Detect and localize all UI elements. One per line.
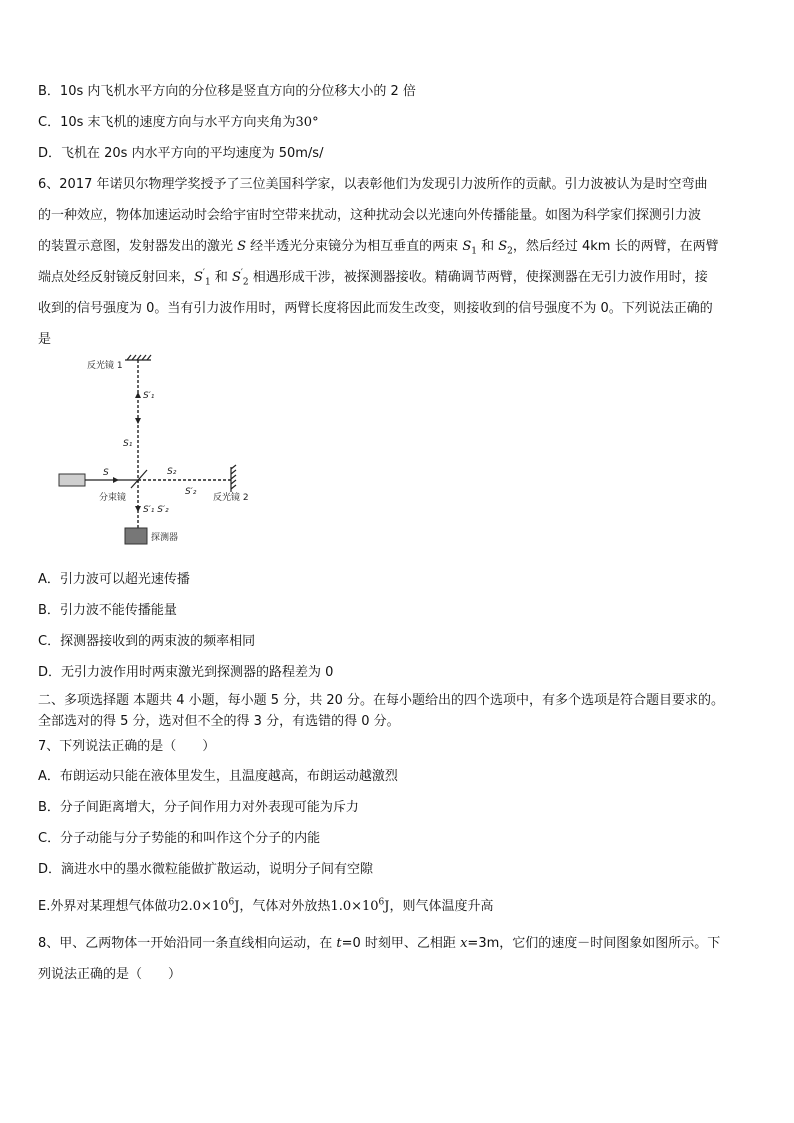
q5-option-c [38,114,758,132]
q6-l4-s1: S [194,270,203,285]
q6-l3-s1: S [462,239,472,254]
q6-l4-sup2: ′ [240,268,243,279]
q6-l3-s2: S [498,239,508,254]
q5-option-d: D．飞机在 20s 内水平方向的平均速度为 50m/s/ [38,146,324,161]
label-output: S′₁ S′₂ [143,505,169,515]
q8-stem-line-2: 列说法正确的是（ ） [38,967,182,982]
q6-l3-b: 经半透光分束镜分为相互垂直的两束 [246,239,463,254]
detector-box [125,528,147,544]
mirror-1-symbol [125,355,151,360]
arrow-input [113,477,119,483]
arrow-down [135,418,141,424]
q6-stem-line-1: 6、2017 年诺贝尔物理学奖授予了三位美国科学家，以表彰他们为发现引力波所作的贡献。引力波被认为是时空弯曲 [38,177,708,192]
q8-l1-t: t [336,936,342,951]
q8-l1-x: x [460,936,468,951]
section-2-heading: 二、多项选择题 本题共 4 小题，每小题 5 分，共 20 分。在每小题给出的四个选项中，有多个选项是符合题目要求的。 [38,693,725,708]
q5-option-b: B．10s 内飞机水平方向的分位移是竖直方向的分位移大小的 2 倍 [38,84,416,99]
q7-e-work-unit: J [234,899,240,914]
q7-e-work-exp: 6 [228,897,235,908]
splitter-label: 分束镜 [99,493,127,503]
label-s1-prime: S′₁ [143,391,155,401]
q6-l3-a: 的装置示意图，发射器发出的激光 [38,239,238,254]
interferometer-figure [55,352,295,552]
mirror-2-symbol [231,465,236,492]
q6-l3-sub1: 1 [471,246,477,257]
q6-option-b: B．引力波不能传播能量 [38,603,177,618]
q6-stem-line-5: 收到的信号强度为 0。当有引力波作用时，两臂长度将因此而发生改变，则接收到的信号强度不为 0。下列说法正确的 [38,301,713,316]
label-s2: S₂ [167,467,177,477]
q6-l3-s: S [237,239,247,254]
q7-e-heat: 1.0×10 [330,899,379,914]
q6-option-a: A．引力波可以超光速传播 [38,572,190,587]
q6-l4-sub1: 1 [204,277,211,288]
q6-stem-line-2: 的一种效应，物体加速运动时会给宇宙时空带来扰动，这种扰动会以光速向外传播能量。如图为科学家们探测引力波 [38,208,702,223]
q6-l4-c: 相遇形成干涉，被探测器接收。精确调节两臂，使探测器在无引力波作用时，接 [248,270,708,285]
q6-l3-sub2: 2 [507,246,513,257]
arrow-up [135,392,141,398]
label-s: S [103,468,109,478]
arrow-output [135,506,141,512]
label-s2-prime: S′₂ [185,487,197,497]
mirror-1-label: 反光镜 1 [87,361,123,371]
laser-emitter [59,474,85,486]
q8-l1-b: =0 时刻甲、乙相距 [341,936,461,951]
q6-l4-sub2: 2 [242,277,249,288]
q7-option-c: C．分子动能与分子势能的和叫作这个分子的内能 [38,831,321,846]
beam-splitter [131,470,147,488]
q6-stem-line-3 [38,238,758,256]
q8-l1-a: 8、甲、乙两物体一开始沿同一条直线相向运动，在 [38,936,337,951]
q6-stem-line-4 [38,269,758,287]
q7-stem: 7、下列说法正确的是（ ） [38,739,216,754]
q7-option-e [38,898,758,916]
q6-l3-d: ，然后经过 4km 长的两臂，在两臂 [512,239,719,254]
section-2-scoring: 全部选对的得 5 分，选对但不全的得 3 分，有选错的得 0 分。 [38,714,400,729]
q6-l4-a: 端点处经反射镜反射回来， [38,270,195,285]
q7-option-b: B．分子间距离增大，分子间作用力对外表现可能为斥力 [38,800,359,815]
q7-e-work: 2.0×10 [180,899,229,914]
q7-option-a: A．布朗运动只能在液体里发生，且温度越高，布朗运动越激烈 [38,769,398,784]
mirror-2-label: 反光镜 2 [213,493,249,503]
q7-option-d: D．滴进水中的墨水微粒能做扩散运动，说明分子间有空隙 [38,862,374,877]
q7-e-pre: E.外界对某理想气体做功 [38,899,181,914]
q6-option-c: C．探测器接收到的两束波的频率相同 [38,634,256,649]
q6-option-d: D．无引力波作用时两束激光到探测器的路程差为 0 [38,665,334,680]
q8-l1-c: =3m，它们的速度－时间图象如图所示。下 [467,936,721,951]
q7-e-heat-exp: 6 [378,897,385,908]
q6-stem-line-6: 是 [38,332,52,347]
q5-option-c-text: C．10s 末飞机的速度方向与水平方向夹角为 [38,115,296,130]
q5-option-c-angle: 30° [295,115,319,130]
detector-label: 探测器 [151,533,179,543]
q6-l4-sup1: ′ [202,268,205,279]
q6-l4-s2: S [231,270,241,285]
q7-e-mid: ，气体对外放热 [239,899,331,914]
label-s1: S₁ [123,439,133,449]
q7-e-post: ，则气体温度升高 [389,899,494,914]
q7-e-heat-unit: J [384,899,390,914]
q6-l3-c: 和 [476,239,499,254]
q8-stem-line-1 [38,935,758,953]
q6-l4-b: 和 [210,270,232,285]
